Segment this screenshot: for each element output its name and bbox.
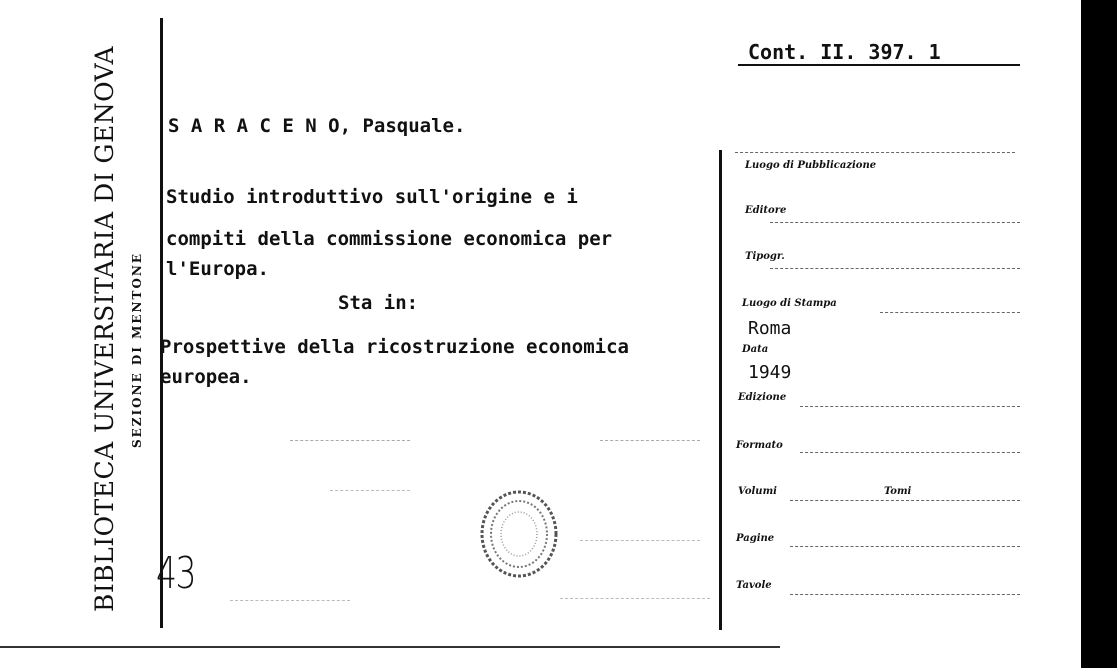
- field-data: Data: [742, 344, 769, 355]
- field-data-value: 1949: [748, 362, 792, 383]
- field-tavole: Tavole: [736, 580, 772, 591]
- library-section: SEZIONE DI MENTONE: [130, 251, 144, 448]
- left-margin-line: [160, 18, 163, 628]
- library-stamp: [478, 488, 560, 580]
- title-line-1: Studio introduttivo sull'origine e i: [166, 186, 578, 208]
- field-edizione: Edizione: [738, 392, 787, 403]
- library-name: BIBLIOTECA UNIVERSITARIA DI GENOVA: [90, 45, 119, 612]
- source-line-2: europea.: [160, 366, 252, 388]
- title-line-3: l'Europa.: [166, 258, 269, 280]
- field-volumi: Volumi: [738, 486, 777, 497]
- shelfmark: Cont. II. 397. 1: [748, 40, 941, 64]
- title-line-2: compiti della commissione economica per: [166, 228, 613, 250]
- author: S A R A C E N O, Pasquale.: [168, 115, 466, 137]
- field-luogo-pubblicazione: Luogo di Pubblicazione: [745, 160, 877, 171]
- field-luogo-stampa: Luogo di Stampa: [742, 298, 837, 309]
- field-luogo-stampa-value: Roma: [748, 318, 792, 339]
- shelfmark-underline: [738, 64, 1020, 66]
- field-pagine: Pagine: [736, 533, 775, 544]
- source-line-1: Prospettive della ricostruzione economica: [160, 336, 629, 358]
- field-tipogr: Tipogr.: [745, 251, 785, 262]
- bottom-edge: [0, 646, 780, 648]
- handwritten-number: 43: [156, 548, 195, 599]
- field-tomi: Tomi: [884, 486, 912, 497]
- scan-edge: [1081, 0, 1117, 668]
- field-formato: Formato: [736, 440, 783, 451]
- fields-column-line: [719, 150, 722, 630]
- in-label: Sta in:: [338, 292, 419, 314]
- field-editore: Editore: [745, 205, 787, 216]
